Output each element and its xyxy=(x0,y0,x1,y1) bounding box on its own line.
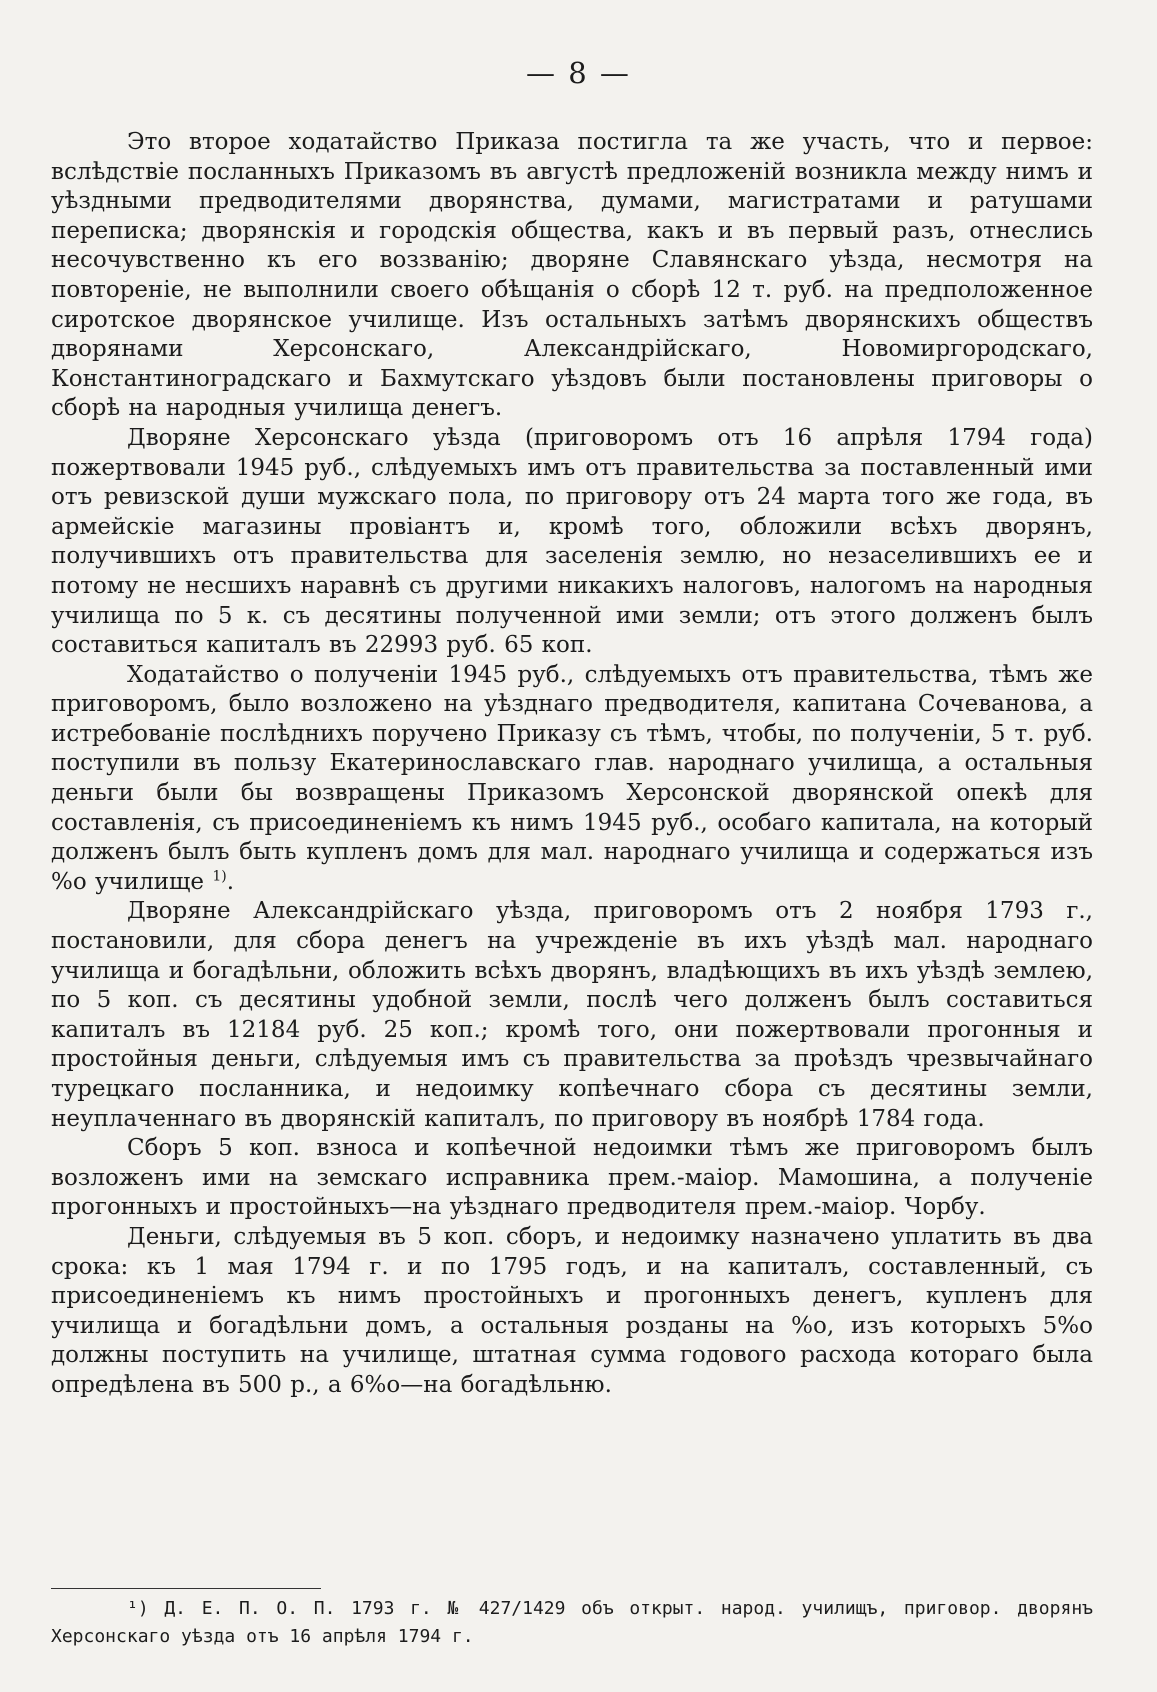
paragraph: Деньги, слѣдуемыя въ 5 коп. сборъ, и недоимку назначено уплатить въ два срока: къ 1 мая 1794 г. и по 1795 годъ, и на капиталъ, составленный, съ присоединеніемъ къ нимъ простойныхъ и прогонныхъ денегъ, купленъ для училища и богадѣльни домъ, а остальныя розданы на %о, изъ которыхъ 5%о должны поступить на училище, штатная сумма годового расхода котораго была опредѣлена въ 500 р., а 6%о—на богадѣльню. xyxy=(51,1223,1093,1398)
paragraph-text: Ходатайство о полученіи 1945 руб., слѣдуемыхъ отъ правительства, тѣмъ же приговоромъ, было возложено на уѣзднаго предводителя, капитана Сочеванова, а истребованіе послѣднихъ поручено Приказу съ тѣмъ, чтобы, по полученіи, 5 т. руб. поступили въ пользу Екатеринославскаго глав. народнаго училища, а остальныя деньги были бы возвращены Приказомъ Херсонской дворянской опекѣ для составленія, съ присоединеніемъ къ нимъ 1945 руб., особаго капитала, на который долженъ былъ быть купленъ домъ для мал. народнаго училища и содержаться изъ %о училище xyxy=(51,661,1093,895)
paragraph xyxy=(51,661,1093,898)
footnote: ¹) Д. Е. П. О. П. 1793 г. № 427/1429 объ открыт. народ. училищъ, приговор. дворянъ Херсонскаго уѣзда отъ 16 апрѣля 1794 г. xyxy=(51,1598,1093,1647)
page-number: — 8 — xyxy=(526,56,631,90)
paragraph: Дворяне Александрійскаго уѣзда, приговоромъ отъ 2 ноября 1793 г., постановили, для сбора денегъ на учрежденіе въ ихъ уѣздѣ мал. народнаго училища и богадѣльни, обложить всѣхъ дворянъ, владѣющихъ въ ихъ уѣздѣ землею, по 5 коп. съ десятины удобной земли, послѣ чего долженъ былъ составиться капиталъ въ 12184 руб. 25 коп.; кромѣ того, они пожертвовали прогонныя и простойныя деньги, слѣдуемыя имъ съ правительства за проѣздъ чрезвычайнаго турецкаго посланника, и недоимку копѣечнаго сбора съ десятины земли, неуплаченнаго въ дворянскій капиталъ, по приговору въ ноябрѣ 1784 года. xyxy=(51,898,1093,1132)
paragraph: Дворяне Херсонскаго уѣзда (приговоромъ отъ 16 апрѣля 1794 года) пожертвовали 1945 руб., слѣдуемыхъ имъ отъ правительства за поставленный ими отъ ревизской души мужскаго пола, по приговору отъ 24 марта того же года, въ армейскіе магазины провіантъ и, кромѣ того, обложили всѣхъ дворянъ, получившихъ отъ правительства для заселенія землю, но незаселившихъ ее и потому не несшихъ наравнѣ съ другими никакихъ налоговъ, налогомъ на народныя училища по 5 к. съ десятины полученной ими земли; отъ этого долженъ былъ составиться капиталъ въ 22993 руб. 65 коп. xyxy=(51,424,1093,659)
paragraph: Сборъ 5 коп. взноса и копѣечной недоимки тѣмъ же приговоромъ былъ возложенъ ими на земскаго исправника прем.-маіор. Мамошина, а полученіе прогонныхъ и простойныхъ—на уѣзднаго предводителя прем.-маіор. Чорбу. xyxy=(51,1135,1093,1221)
paragraph-end: . xyxy=(226,868,235,895)
paragraph: Это второе ходатайство Приказа постигла та же участь, что и первое: вслѣдствіе посланныхъ Приказомъ въ августѣ предложеній возникла между нимъ и уѣздными предводителями дворянства, думами, магистратами и ратушами переписка; дворянскія и городскія общества, какъ и въ первый разъ, отнеслись несочувственно къ его воззванію; дворяне Славянскаго уѣзда, несмотря на повтореніе, не выполнили своего обѣщанія о сборѣ 12 т. руб. на предположенное сиротское дворянское училище. Изъ остальныхъ затѣмъ дворянскихъ обществъ дворянами Херсонскаго, Александрійскаго, Новомиргородскаго, Константиноградскаго и Бахмутскаго уѣздовъ были постановлены приговоры о сборѣ на народныя училища денегъ. xyxy=(51,129,1093,422)
body-text xyxy=(51,128,1093,1401)
footnote-reference: 1) xyxy=(212,868,227,885)
footnote-divider xyxy=(51,1588,321,1589)
